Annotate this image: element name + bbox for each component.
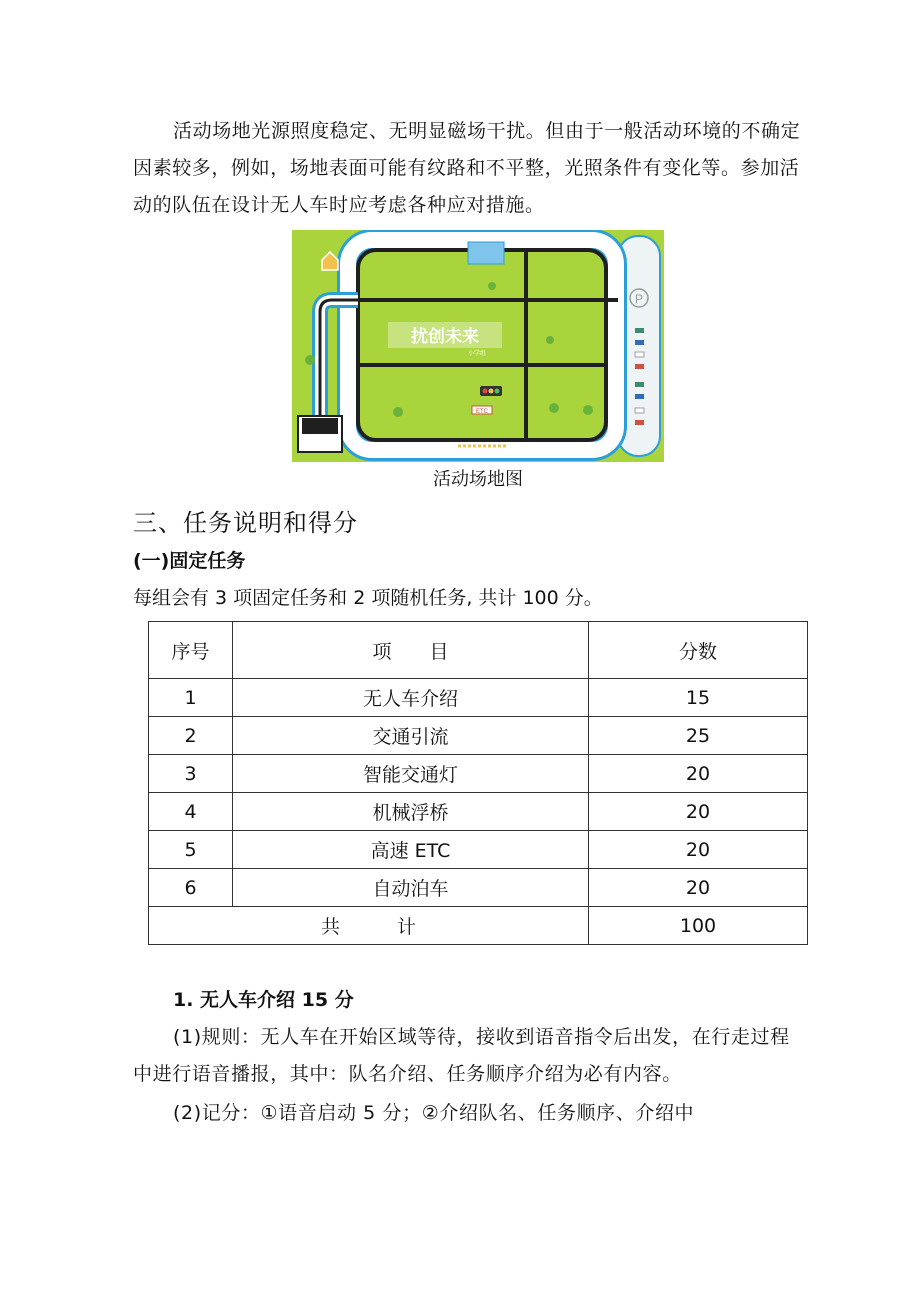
parking-sign-label: P	[634, 292, 644, 306]
parked-car-icon	[635, 382, 644, 387]
bridge-zone	[468, 242, 504, 264]
traffic-light-yellow	[489, 389, 494, 394]
parked-car-icon	[635, 352, 644, 357]
intro-paragraph	[133, 113, 823, 224]
section-title: 三、任务说明和得分	[133, 509, 358, 537]
score-table	[148, 621, 808, 945]
tree-icon	[488, 282, 496, 290]
tree-icon	[549, 403, 559, 413]
intro-line-1: 活动场地光源照度稳定、无明显磁场干扰。但由于一般活动环境的不确定	[173, 120, 801, 142]
table-cell: 机械浮桥	[233, 793, 589, 831]
activity-field-map	[292, 230, 664, 462]
task1-title: 1. 无人车介绍 15 分	[173, 989, 354, 1011]
center-banner-subtext: 小学组	[467, 350, 487, 357]
etc-gate-label: ETC	[476, 409, 488, 415]
parked-car-icon	[635, 420, 644, 425]
parked-car-icon	[635, 408, 644, 413]
total-label-cell: 共 计	[149, 907, 589, 945]
table-cell: 20	[589, 755, 808, 793]
table-cell: 自动泊车	[233, 869, 589, 907]
table-cell: 20	[589, 831, 808, 869]
table-total-row	[149, 907, 808, 945]
table-cell: 25	[589, 717, 808, 755]
parked-car-icon	[635, 328, 644, 333]
table-cell: 20	[589, 793, 808, 831]
table-row	[149, 755, 808, 793]
header-cell-item: 项 目	[233, 622, 589, 679]
start-area-bar	[302, 418, 338, 434]
table-cell: 高速 ETC	[233, 831, 589, 869]
table-cell: 3	[149, 755, 233, 793]
tree-icon	[546, 336, 554, 344]
table-cell: 无人车介绍	[233, 679, 589, 717]
header-cell-index: 序号	[149, 622, 233, 679]
table-row	[149, 831, 808, 869]
total-value-cell: 100	[589, 907, 808, 945]
table-row	[149, 679, 808, 717]
table-cell: 20	[589, 869, 808, 907]
table-cell: 智能交通灯	[233, 755, 589, 793]
table-cell: 6	[149, 869, 233, 907]
tree-icon	[583, 405, 593, 415]
parked-car-icon	[635, 364, 644, 369]
task1-rule-line-1: (1)规则：无人车在开始区域等待，接收到语音指令后出发，在行走过程	[173, 1026, 790, 1048]
parked-car-icon	[635, 394, 644, 399]
center-banner-text: 扰创未来	[411, 327, 479, 347]
table-cell: 15	[589, 679, 808, 717]
tree-icon	[305, 355, 315, 365]
table-cell: 4	[149, 793, 233, 831]
table-row	[149, 869, 808, 907]
parked-car-icon	[635, 340, 644, 345]
table-cell: 2	[149, 717, 233, 755]
map-caption: 活动场地图	[433, 469, 523, 490]
task-summary: 每组会有 3 项固定任务和 2 项随机任务, 共计 100 分。	[133, 587, 603, 609]
tree-icon	[393, 407, 403, 417]
header-cell-score: 分数	[589, 622, 808, 679]
intro-line-2: 因素较多，例如，场地表面可能有纹路和不平整，光照条件有变化等。参加活	[133, 157, 800, 179]
sub-title: (一)固定任务	[133, 550, 246, 572]
traffic-light-green	[495, 389, 500, 394]
table-row	[149, 793, 808, 831]
task1-rule-line-2: 中进行语音播报，其中：队名介绍、任务顺序介绍为必有内容。	[133, 1063, 682, 1085]
table-cell: 5	[149, 831, 233, 869]
traffic-light-red	[483, 389, 488, 394]
table-header-row	[149, 622, 808, 679]
table-cell: 1	[149, 679, 233, 717]
task1-score-line: (2)记分：①语音启动 5 分；②介绍队名、任务顺序、介绍中	[173, 1102, 695, 1124]
table-row	[149, 717, 808, 755]
table-cell: 交通引流	[233, 717, 589, 755]
intro-line-3: 动的队伍在设计无人车时应考虑各种应对措施。	[133, 194, 545, 216]
